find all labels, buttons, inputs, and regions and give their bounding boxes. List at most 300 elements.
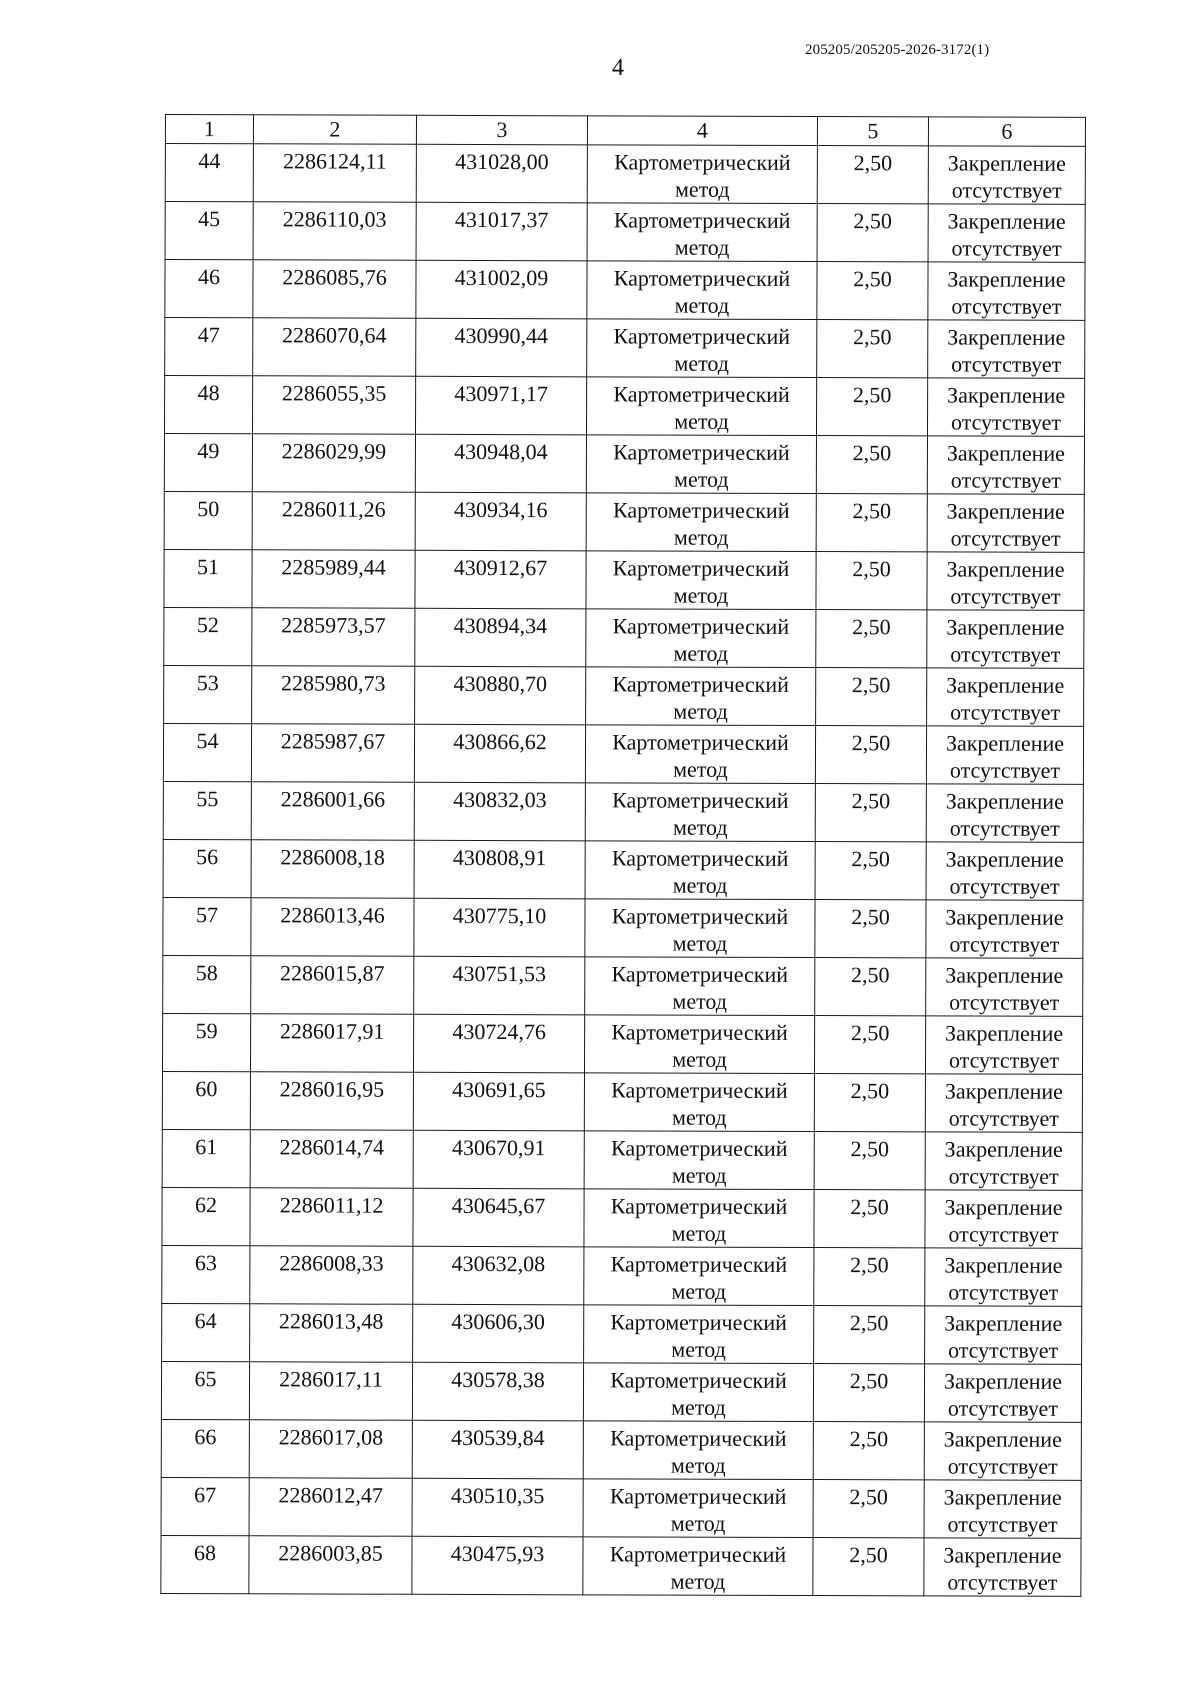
- cell-text: Закрепление отсутствует: [945, 904, 1064, 957]
- table-row: [164, 665, 1084, 726]
- x-coordinate-cell: [253, 260, 416, 319]
- y-coordinate-cell: [413, 1072, 584, 1131]
- method-cell: [585, 841, 815, 900]
- cell-text: Картометрический метод: [611, 903, 789, 956]
- cell-text: 2285980,73: [280, 670, 386, 696]
- cell-text: Закрепление отсутствует: [947, 382, 1066, 435]
- x-coordinate-cell: [250, 1246, 413, 1305]
- coordinates-table: [160, 114, 1086, 1597]
- y-coordinate-cell: [415, 608, 586, 667]
- cell-text: Картометрический метод: [613, 323, 791, 376]
- y-coordinate-cell: [414, 956, 585, 1015]
- point-number-cell: [164, 376, 252, 434]
- cell-text: Картометрический метод: [611, 961, 789, 1014]
- method-cell: [586, 609, 816, 668]
- point-number-cell: [164, 434, 252, 492]
- table-row: [162, 1187, 1082, 1248]
- accuracy-cell: [813, 1422, 924, 1480]
- cell-text: 430539,84: [451, 1424, 545, 1451]
- fixation-cell: [926, 784, 1083, 842]
- cell-text: Закрепление отсутствует: [946, 440, 1066, 493]
- cell-text: 60: [195, 1076, 218, 1102]
- cell-text: Закрепление отсутствует: [947, 150, 1066, 203]
- method-cell: [586, 493, 816, 552]
- cell-text: 431002,09: [454, 264, 549, 291]
- point-number-cell: [162, 1013, 250, 1071]
- y-coordinate-cell: [413, 1130, 584, 1189]
- cell-text: 50: [197, 496, 220, 522]
- fixation-cell: [928, 262, 1085, 320]
- x-coordinate-cell: [252, 434, 415, 493]
- method-cell: [585, 957, 815, 1016]
- fixation-cell: [924, 1364, 1081, 1422]
- table-row: [162, 1129, 1082, 1190]
- x-coordinate-cell: [250, 1188, 413, 1247]
- accuracy-cell: [814, 1190, 925, 1248]
- cell-text: 430808,91: [452, 844, 547, 871]
- accuracy-cell: [813, 1364, 924, 1422]
- cell-text: 430606,30: [451, 1308, 545, 1335]
- fixation-cell: [928, 146, 1085, 204]
- y-coordinate-cell: [414, 840, 585, 899]
- cell-text: Закрепление отсутствует: [944, 1078, 1064, 1131]
- x-coordinate-cell: [249, 1536, 412, 1595]
- method-cell: [587, 261, 817, 320]
- cell-text: 2286055,35: [281, 380, 387, 406]
- cell-text: Картометрический метод: [612, 555, 790, 608]
- accuracy-cell: [815, 842, 926, 900]
- cell-text: 2,50: [849, 1542, 888, 1568]
- method-cell: [584, 1015, 814, 1074]
- cell-text: 55: [196, 786, 219, 812]
- column-header: 1: [165, 115, 253, 144]
- cell-text: Картометрический метод: [612, 497, 790, 550]
- point-number-cell: [164, 491, 252, 549]
- x-coordinate-cell: [252, 550, 415, 609]
- cell-text: 430578,38: [451, 1366, 545, 1393]
- cell-text: 2285989,44: [281, 554, 386, 580]
- cell-text: Закрепление отсутствует: [945, 846, 1064, 899]
- cell-text: 47: [197, 322, 220, 348]
- x-coordinate-cell: [253, 318, 416, 377]
- x-coordinate-cell: [251, 782, 414, 841]
- cell-text: Картометрический метод: [611, 845, 789, 898]
- cell-text: 430775,10: [452, 902, 547, 929]
- x-coordinate-cell: [253, 144, 416, 203]
- cell-text: 430866,62: [453, 728, 547, 755]
- method-cell: [585, 899, 815, 958]
- point-number-cell: [165, 318, 253, 376]
- table-row: [164, 491, 1084, 552]
- cell-text: 430475,93: [450, 1540, 545, 1567]
- document-code: 205205/205205-2026-3172(1): [805, 42, 990, 58]
- accuracy-cell: [816, 494, 927, 552]
- cell-text: 2,50: [853, 324, 892, 350]
- accuracy-cell: [817, 146, 928, 204]
- cell-text: Закрепление отсутствует: [943, 1368, 1063, 1421]
- cell-text: 63: [194, 1250, 217, 1276]
- fixation-cell: [927, 378, 1084, 436]
- cell-text: 430948,04: [454, 438, 548, 465]
- fixation-cell: [924, 1480, 1081, 1538]
- cell-text: 44: [198, 148, 221, 174]
- y-coordinate-cell: [415, 376, 586, 435]
- cell-text: Картометрический метод: [613, 381, 790, 434]
- method-cell: [584, 1247, 814, 1306]
- cell-text: 2,50: [850, 1194, 889, 1220]
- cell-text: 2,50: [850, 1020, 890, 1046]
- cell-text: Закрепление отсутствует: [945, 730, 1065, 783]
- cell-text: 66: [194, 1424, 217, 1450]
- cell-text: 53: [196, 670, 219, 696]
- x-coordinate-cell: [249, 1478, 412, 1537]
- table-row: [164, 376, 1084, 437]
- cell-text: Картометрический метод: [609, 1541, 787, 1594]
- method-cell: [584, 1131, 814, 1190]
- cell-text: Закрепление отсутствует: [947, 324, 1066, 377]
- y-coordinate-cell: [413, 1304, 584, 1363]
- y-coordinate-cell: [413, 1188, 584, 1247]
- table-row: [162, 1013, 1082, 1074]
- cell-text: 57: [195, 902, 219, 928]
- cell-text: Закрепление отсутствует: [945, 788, 1064, 841]
- cell-text: 2286013,48: [278, 1308, 384, 1334]
- table-row: [162, 1303, 1082, 1364]
- y-coordinate-cell: [415, 492, 586, 551]
- cell-text: 2286017,11: [279, 1366, 383, 1392]
- method-cell: [584, 1189, 814, 1248]
- cell-text: 2,50: [849, 1484, 888, 1510]
- fixation-cell: [925, 1248, 1082, 1306]
- point-number-cell: [163, 839, 251, 897]
- point-number-cell: [164, 665, 252, 723]
- cell-text: 2,50: [852, 382, 892, 408]
- cell-text: 2286029,99: [281, 438, 387, 464]
- cell-text: Закрепление отсутствует: [944, 1136, 1063, 1189]
- cell-text: 2,50: [853, 266, 892, 292]
- accuracy-cell: [816, 436, 927, 494]
- x-coordinate-cell: [250, 1072, 413, 1131]
- accuracy-cell: [816, 378, 927, 436]
- cell-text: 430632,08: [451, 1250, 546, 1277]
- cell-text: 65: [194, 1366, 217, 1392]
- fixation-cell: [924, 1538, 1081, 1596]
- point-number-cell: [165, 144, 253, 202]
- cell-text: Закрепление отсутствует: [943, 1426, 1062, 1479]
- x-coordinate-cell: [251, 724, 414, 783]
- fixation-cell: [928, 204, 1085, 262]
- x-coordinate-cell: [250, 1304, 413, 1363]
- method-cell: [584, 1073, 814, 1132]
- cell-text: 56: [196, 844, 219, 870]
- cell-text: 2,50: [853, 208, 892, 234]
- cell-text: Картометрический метод: [609, 1483, 787, 1536]
- cell-text: Картометрический метод: [612, 729, 789, 782]
- x-coordinate-cell: [250, 1014, 413, 1073]
- cell-text: 2,50: [850, 1078, 890, 1104]
- cell-text: 431028,00: [455, 148, 549, 175]
- point-number-cell: [163, 723, 251, 781]
- x-coordinate-cell: [253, 202, 416, 261]
- y-coordinate-cell: [415, 434, 586, 493]
- method-cell: [585, 783, 815, 842]
- accuracy-cell: [814, 1248, 925, 1306]
- cell-text: Закрепление отсутствует: [946, 498, 1065, 551]
- cell-text: 68: [193, 1540, 217, 1566]
- y-coordinate-cell: [416, 144, 587, 203]
- cell-text: 51: [197, 554, 220, 580]
- cell-text: 59: [195, 1018, 218, 1044]
- y-coordinate-cell: [416, 202, 587, 261]
- accuracy-cell: [813, 1538, 924, 1596]
- x-coordinate-cell: [252, 666, 415, 725]
- cell-text: Картометрический метод: [610, 1309, 787, 1362]
- cell-text: 2286011,12: [279, 1192, 384, 1218]
- accuracy-cell: [814, 1132, 925, 1190]
- cell-text: Закрепление отсутствует: [943, 1542, 1062, 1595]
- cell-text: Картометрический метод: [611, 1019, 788, 1072]
- method-cell: [584, 1305, 814, 1364]
- table-row: [164, 607, 1084, 668]
- point-number-cell: [161, 1361, 249, 1419]
- cell-text: 430990,44: [454, 322, 549, 349]
- cell-text: 430880,70: [453, 670, 548, 697]
- cell-text: 430670,91: [451, 1134, 546, 1161]
- table-row: [165, 318, 1085, 379]
- cell-text: 2,50: [852, 498, 892, 524]
- accuracy-cell: [815, 900, 926, 958]
- cell-text: 2286110,03: [282, 206, 387, 232]
- y-coordinate-cell: [416, 318, 587, 377]
- x-coordinate-cell: [252, 492, 415, 551]
- cell-text: 2,50: [850, 1252, 889, 1278]
- fixation-cell: [927, 494, 1084, 552]
- cell-text: 2,50: [851, 846, 890, 872]
- cell-text: 2,50: [851, 904, 890, 930]
- method-cell: [583, 1479, 813, 1538]
- cell-text: Картометрический метод: [614, 149, 791, 202]
- cell-text: 2286008,33: [279, 1250, 384, 1276]
- cell-text: Закрепление отсутствует: [947, 266, 1066, 319]
- column-header: 4: [587, 116, 817, 146]
- cell-text: 2286070,64: [282, 322, 387, 348]
- y-coordinate-cell: [414, 782, 585, 841]
- cell-text: 2,50: [850, 1136, 890, 1162]
- point-number-cell: [164, 549, 252, 607]
- column-header: 2: [253, 115, 416, 145]
- table-body: [161, 115, 1086, 1597]
- cell-text: 2286017,08: [278, 1424, 384, 1450]
- y-coordinate-cell: [415, 666, 586, 725]
- x-coordinate-cell: [251, 898, 414, 957]
- table-row: [164, 434, 1084, 495]
- accuracy-cell: [815, 784, 926, 842]
- column-header: 5: [817, 117, 928, 146]
- cell-text: 430912,67: [453, 554, 548, 581]
- y-coordinate-cell: [412, 1420, 583, 1479]
- cell-text: Картометрический метод: [610, 1367, 787, 1420]
- point-number-cell: [162, 1187, 250, 1245]
- x-coordinate-cell: [249, 1362, 412, 1421]
- table-row: [165, 260, 1085, 321]
- point-number-cell: [162, 1071, 250, 1129]
- cell-text: 48: [197, 380, 220, 406]
- cell-text: 2,50: [849, 1426, 889, 1452]
- cell-text: 45: [198, 206, 221, 232]
- point-number-cell: [162, 1129, 250, 1187]
- fixation-cell: [925, 1016, 1082, 1074]
- cell-text: Картометрический метод: [613, 439, 790, 492]
- cell-text: 2,50: [851, 962, 890, 988]
- accuracy-cell: [815, 958, 926, 1016]
- accuracy-cell: [817, 204, 928, 262]
- fixation-cell: [925, 1306, 1082, 1364]
- cell-text: 430510,35: [450, 1482, 545, 1509]
- method-cell: [587, 319, 817, 378]
- cell-text: 2,50: [851, 730, 891, 756]
- method-cell: [583, 1363, 813, 1422]
- table-row: [161, 1535, 1081, 1596]
- x-coordinate-cell: [252, 376, 415, 435]
- cell-text: 430751,53: [452, 960, 547, 987]
- accuracy-cell: [814, 1074, 925, 1132]
- cell-text: 46: [197, 264, 221, 290]
- cell-text: Картометрический метод: [612, 613, 790, 666]
- cell-text: 61: [195, 1134, 218, 1160]
- method-cell: [586, 551, 816, 610]
- cell-text: Закрепление отсутствует: [946, 556, 1065, 609]
- fixation-cell: [927, 436, 1084, 494]
- cell-text: 2286085,76: [282, 264, 387, 290]
- cell-text: 2,50: [851, 672, 891, 698]
- method-cell: [585, 725, 815, 784]
- method-cell: [587, 203, 817, 262]
- point-number-cell: [163, 781, 251, 839]
- cell-text: 430934,16: [453, 496, 548, 523]
- method-cell: [586, 377, 816, 436]
- cell-text: 2286015,87: [280, 960, 385, 986]
- y-coordinate-cell: [412, 1362, 583, 1421]
- cell-text: 2286008,18: [280, 844, 385, 870]
- fixation-cell: [925, 1074, 1082, 1132]
- cell-text: Закрепление отсутствует: [944, 1194, 1063, 1247]
- cell-text: Закрепление отсутствует: [944, 1252, 1063, 1305]
- cell-text: 2286016,95: [279, 1076, 385, 1102]
- cell-text: 2285987,67: [280, 728, 386, 754]
- fixation-cell: [926, 900, 1083, 958]
- accuracy-cell: [815, 726, 926, 784]
- cell-text: 52: [196, 612, 219, 638]
- table-row: [164, 549, 1084, 610]
- cell-text: Картометрический метод: [611, 1077, 788, 1130]
- cell-text: Закрепление отсутствует: [947, 208, 1066, 261]
- cell-text: 2286003,85: [278, 1540, 383, 1566]
- cell-text: Картометрический метод: [610, 1135, 788, 1188]
- point-number-cell: [162, 1245, 250, 1303]
- cell-text: Закрепление отсутствует: [943, 1484, 1062, 1537]
- cell-text: 430691,65: [452, 1076, 546, 1103]
- fixation-cell: [925, 1132, 1082, 1190]
- point-number-cell: [165, 202, 253, 260]
- cell-text: Картометрический метод: [613, 207, 791, 260]
- point-number-cell: [161, 1419, 249, 1477]
- fixation-cell: [926, 958, 1083, 1016]
- y-coordinate-cell: [414, 724, 585, 783]
- table-row: [163, 839, 1083, 900]
- cell-text: 62: [195, 1192, 218, 1218]
- fixation-cell: [924, 1422, 1081, 1480]
- x-coordinate-cell: [250, 1130, 413, 1189]
- page-number: 4: [612, 55, 624, 81]
- point-number-cell: [162, 1303, 250, 1361]
- cell-text: 2286011,26: [281, 496, 386, 522]
- point-number-cell: [164, 607, 252, 665]
- accuracy-cell: [813, 1480, 924, 1538]
- point-number-cell: [163, 955, 251, 1013]
- table-row: [162, 1071, 1082, 1132]
- method-cell: [586, 435, 816, 494]
- cell-text: 67: [194, 1482, 217, 1508]
- cell-text: 430832,03: [453, 786, 547, 813]
- cell-text: 2,50: [849, 1310, 889, 1336]
- table-row: [163, 781, 1083, 842]
- cell-text: 2285973,57: [281, 612, 386, 638]
- cell-text: 2286014,74: [279, 1134, 385, 1160]
- cell-text: Закрепление отсутствует: [945, 1020, 1064, 1073]
- column-header: 3: [416, 115, 587, 145]
- fixation-cell: [925, 1190, 1082, 1248]
- table-row: [162, 1245, 1082, 1306]
- table-row: [163, 723, 1083, 784]
- cell-text: 430971,17: [454, 380, 548, 407]
- x-coordinate-cell: [252, 608, 415, 667]
- table-row: [165, 202, 1085, 263]
- x-coordinate-cell: [251, 956, 414, 1015]
- cell-text: 431017,37: [454, 206, 549, 233]
- table-row: [165, 144, 1085, 205]
- point-number-cell: [161, 1477, 249, 1535]
- method-cell: [583, 1421, 813, 1480]
- accuracy-cell: [817, 320, 928, 378]
- cell-text: 2286012,47: [278, 1482, 383, 1508]
- cell-text: 430645,67: [451, 1192, 546, 1219]
- table-row: [161, 1419, 1081, 1480]
- cell-text: Закрепление отсутствует: [946, 672, 1065, 725]
- cell-text: Картометрический метод: [610, 1193, 788, 1246]
- cell-text: 430894,34: [453, 612, 548, 639]
- y-coordinate-cell: [413, 1246, 584, 1305]
- y-coordinate-cell: [416, 260, 587, 319]
- x-coordinate-cell: [251, 840, 414, 899]
- accuracy-cell: [814, 1016, 925, 1074]
- cell-text: 2,50: [853, 150, 893, 176]
- accuracy-cell: [816, 552, 927, 610]
- table-header-row: [165, 115, 1085, 147]
- method-cell: [586, 667, 816, 726]
- fixation-cell: [926, 842, 1083, 900]
- y-coordinate-cell: [414, 898, 585, 957]
- method-cell: [587, 145, 817, 204]
- cell-text: 49: [197, 438, 220, 464]
- fixation-cell: [927, 668, 1084, 726]
- cell-text: 64: [194, 1308, 217, 1334]
- column-header: 6: [928, 117, 1085, 146]
- cell-text: 54: [196, 728, 219, 754]
- cell-text: 2,50: [852, 556, 891, 582]
- cell-text: Картометрический метод: [610, 1251, 788, 1304]
- cell-text: 2,50: [851, 788, 891, 814]
- cell-text: 2286124,11: [282, 148, 387, 174]
